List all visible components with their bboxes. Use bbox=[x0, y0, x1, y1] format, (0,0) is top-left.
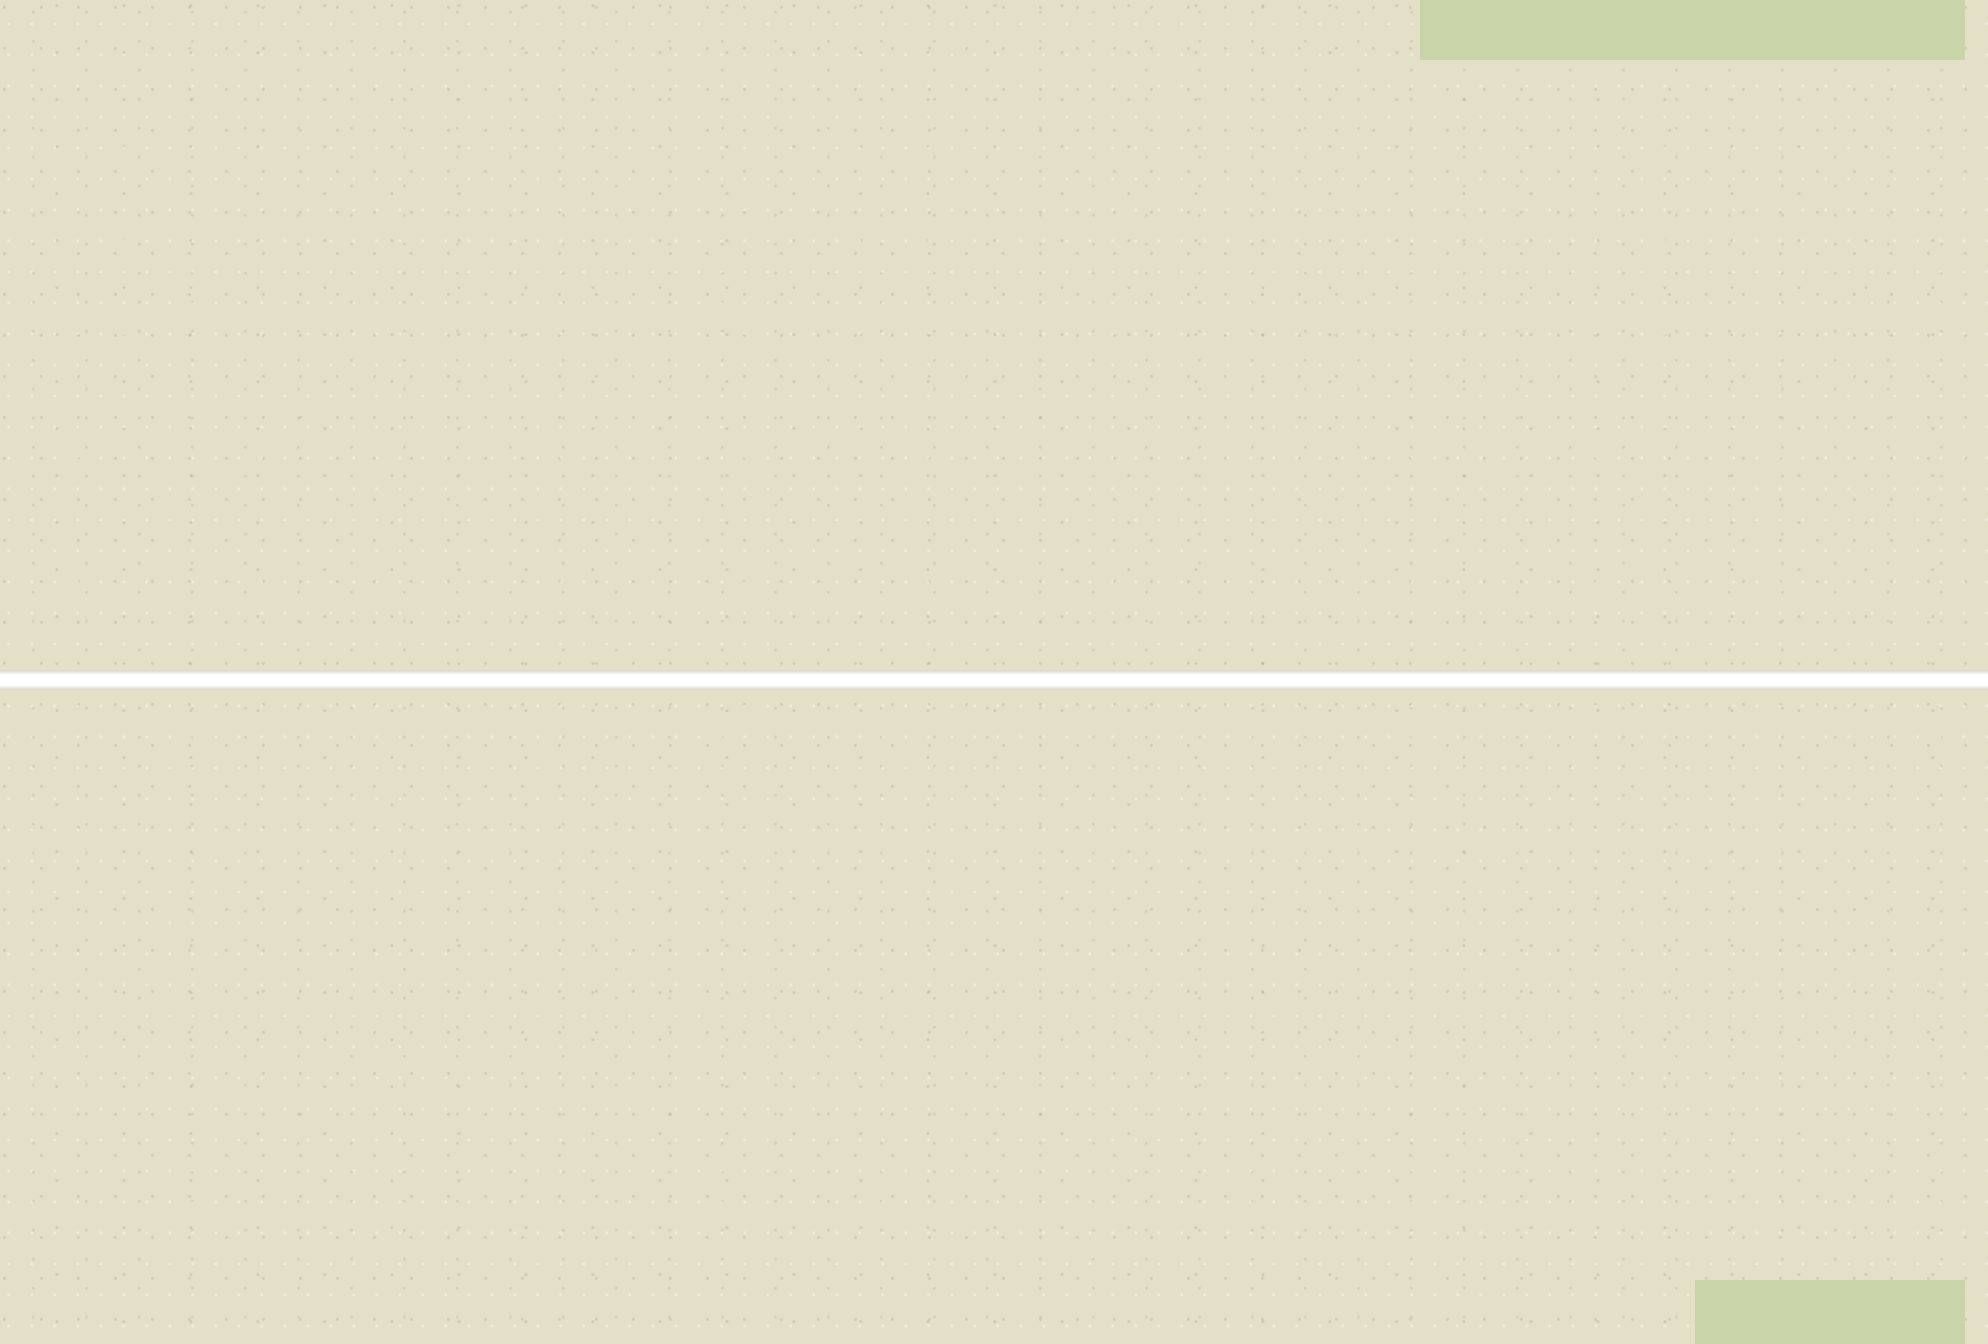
footer-month-tab bbox=[1695, 1280, 1965, 1344]
spiral-binding bbox=[0, 615, 1988, 735]
month-tab-label bbox=[1893, 26, 1925, 48]
binding-band bbox=[0, 670, 1988, 690]
month-tab bbox=[1420, 0, 1965, 60]
footer-week-year bbox=[1420, 1300, 1431, 1320]
